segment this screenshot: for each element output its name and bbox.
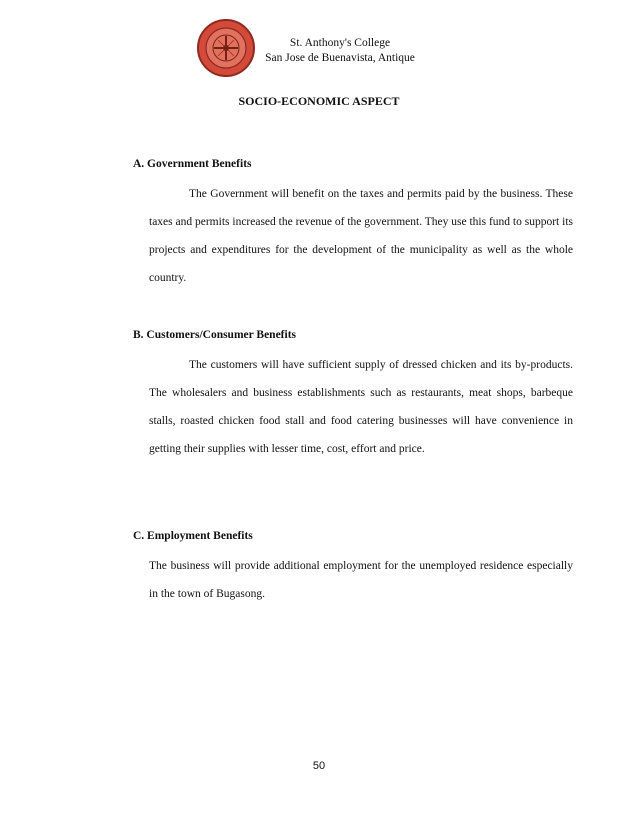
page-title: SOCIO-ECONOMIC ASPECT [238, 94, 400, 108]
section-heading: B. Customers/Consumer Benefits [133, 329, 297, 341]
page-number: 50 [312, 760, 326, 772]
section-employment-benefits [133, 528, 573, 608]
page-header [240, 36, 440, 66]
section-customer-benefits [133, 327, 573, 463]
section-heading: C. Employment Benefits [133, 530, 253, 542]
section-heading: A. Government Benefits [133, 158, 252, 170]
section-body: The business will provide additional employment for the unemployed residence especially in the town of Bugasong. [149, 560, 573, 600]
section-body: The Government will benefit on the taxes and permits paid by the business. These taxes and permits increased the revenue of the government. They use this fund to support its projects and expenditures for the development of the municipality as well as the whole country. [149, 188, 573, 284]
section-government-benefits [133, 156, 573, 292]
section-body: The customers will have sufficient supply of dressed chicken and its by-products. The wholesalers and business establishments such as restaurants, meat shops, barbeque stalls, roasted chicken food stall and food catering businesses will have convenience in getting their supplies with lesser time, cost, effort and price. [149, 359, 573, 455]
institution-location: San Jose de Buenavista, Antique [265, 52, 415, 64]
institution-name: St. Anthony's College [289, 37, 391, 49]
